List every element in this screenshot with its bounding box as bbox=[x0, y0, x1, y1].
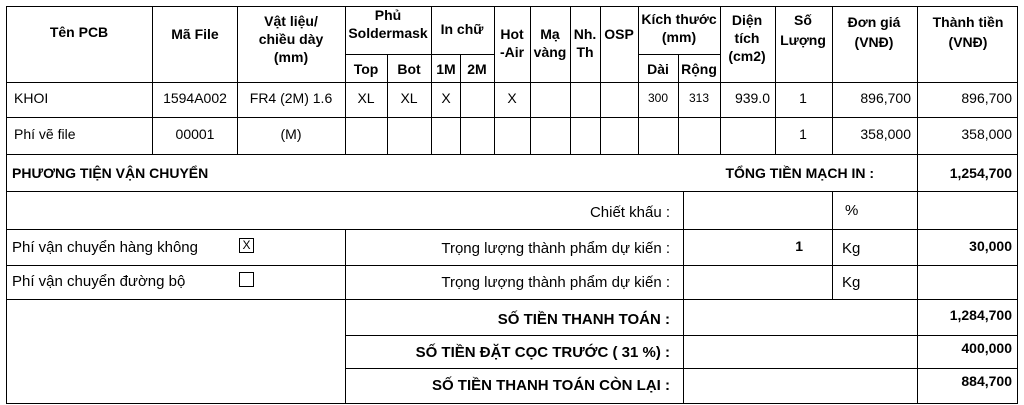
header-rong: Rộng bbox=[681, 61, 717, 77]
header-1m: 1M bbox=[436, 61, 456, 77]
header-ten-pcb: Tên PCB bbox=[49, 24, 109, 40]
dat-coc-label: SỐ TIỀN ĐẶT CỌC TRƯỚC ( 31 %) : bbox=[415, 344, 670, 361]
header-hot-air-line1: Hot bbox=[500, 26, 524, 42]
shipping-title: PHƯƠNG TIỆN VẬN CHUYỂN bbox=[12, 165, 209, 181]
air-shipping-label: Phí vận chuyển hàng không bbox=[12, 239, 198, 256]
header-osp: OSP bbox=[604, 26, 634, 42]
header-kich-thuoc-line2: (mm) bbox=[661, 29, 697, 45]
row1-so-luong: 1 bbox=[799, 90, 807, 106]
air-weight-value: 1 bbox=[795, 238, 803, 254]
header-ma-vang-line2: vàng bbox=[533, 44, 567, 60]
row1-hot-air: X bbox=[507, 90, 517, 106]
header-thanh-tien-line1: Thành tiền bbox=[932, 14, 1004, 30]
header-dien-tich-line3: (cm2) bbox=[728, 48, 766, 64]
tong-tien-value: 1,254,700 bbox=[949, 165, 1012, 181]
header-vat-lieu-line2: chiều dày bbox=[258, 31, 324, 47]
row1-dien-tich: 939.0 bbox=[734, 90, 770, 106]
row1-1m: X bbox=[441, 90, 451, 106]
header-soldermask: Soldermask bbox=[348, 25, 428, 41]
row1-don-gia: 896,700 bbox=[860, 90, 911, 106]
header-ma-vang-line1: Mạ bbox=[540, 26, 560, 42]
con-lai-value: 884,700 bbox=[961, 373, 1012, 389]
row1-ten: KHOI bbox=[14, 90, 49, 106]
header-2m: 2M bbox=[467, 61, 487, 77]
header-vat-lieu-line1: Vật liệu/ bbox=[264, 13, 318, 29]
chiet-khau-unit: % bbox=[845, 202, 859, 219]
row1-bot: XL bbox=[400, 90, 418, 106]
header-dai: Dài bbox=[647, 61, 669, 77]
row2-ten: Phí vẽ file bbox=[14, 126, 76, 142]
row2-don-gia: 358,000 bbox=[860, 126, 911, 142]
row2-ma-file: 00001 bbox=[175, 126, 215, 142]
con-lai-label: SỐ TIỀN THANH TOÁN CÒN LẠI : bbox=[431, 377, 670, 394]
row1-vat-lieu: FR4 (2M) 1.6 bbox=[249, 90, 333, 106]
header-hot-air-line2: -Air bbox=[499, 44, 525, 60]
row1-rong: 313 bbox=[688, 91, 710, 105]
header-in-chu: In chữ bbox=[440, 21, 484, 37]
header-nh-th-line2: Th bbox=[576, 44, 594, 60]
thanh-toan-value: 1,284,700 bbox=[949, 307, 1012, 323]
header-nh-th-line1: Nh. bbox=[573, 26, 597, 42]
header-don-gia-line1: Đơn giá bbox=[847, 14, 901, 30]
road-weight-label: Trọng lượng thành phẩm dự kiến : bbox=[441, 274, 670, 291]
header-top: Top bbox=[353, 61, 379, 77]
header-so-luong-line1: Số bbox=[794, 12, 812, 28]
header-dien-tich-line1: Diện bbox=[731, 12, 763, 28]
road-shipping-checkbox[interactable] bbox=[239, 272, 254, 287]
header-thanh-tien-line2: (VNĐ) bbox=[948, 34, 988, 50]
header-ma-file: Mã File bbox=[171, 26, 219, 42]
air-shipping-fee: 30,000 bbox=[969, 238, 1012, 254]
tong-tien-label: TỔNG TIỀN MẠCH IN : bbox=[725, 165, 874, 181]
header-so-luong-line2: Lượng bbox=[780, 32, 826, 48]
header-vat-lieu-line3: (mm) bbox=[273, 49, 309, 65]
row2-thanh-tien: 358,000 bbox=[961, 126, 1012, 142]
row1-ma-file: 1594A002 bbox=[163, 90, 227, 106]
header-dien-tich-line2: tích bbox=[734, 30, 760, 46]
header-phu-line1: Phủ bbox=[374, 7, 402, 23]
row1-dai: 300 bbox=[647, 91, 669, 105]
header-don-gia-line2: (VNĐ) bbox=[854, 34, 894, 50]
thanh-toan-label: SỐ TIỀN THANH TOÁN : bbox=[497, 311, 670, 328]
road-weight-unit: Kg bbox=[842, 274, 861, 291]
dat-coc-value: 400,000 bbox=[961, 340, 1012, 356]
chiet-khau-label: Chiết khấu : bbox=[589, 204, 670, 221]
air-shipping-checkbox[interactable]: X bbox=[239, 238, 254, 253]
header-kich-thuoc-line1: Kích thước bbox=[641, 11, 717, 27]
row1-thanh-tien: 896,700 bbox=[961, 90, 1012, 106]
header-bot: Bot bbox=[397, 61, 421, 77]
air-weight-unit: Kg bbox=[842, 240, 861, 257]
road-shipping-label: Phí vận chuyển đường bộ bbox=[12, 273, 186, 290]
air-weight-label: Trọng lượng thành phẩm dự kiến : bbox=[441, 240, 670, 257]
row1-top: XL bbox=[357, 90, 375, 106]
row2-vat-lieu: (M) bbox=[280, 126, 302, 142]
row2-so-luong: 1 bbox=[799, 126, 807, 142]
